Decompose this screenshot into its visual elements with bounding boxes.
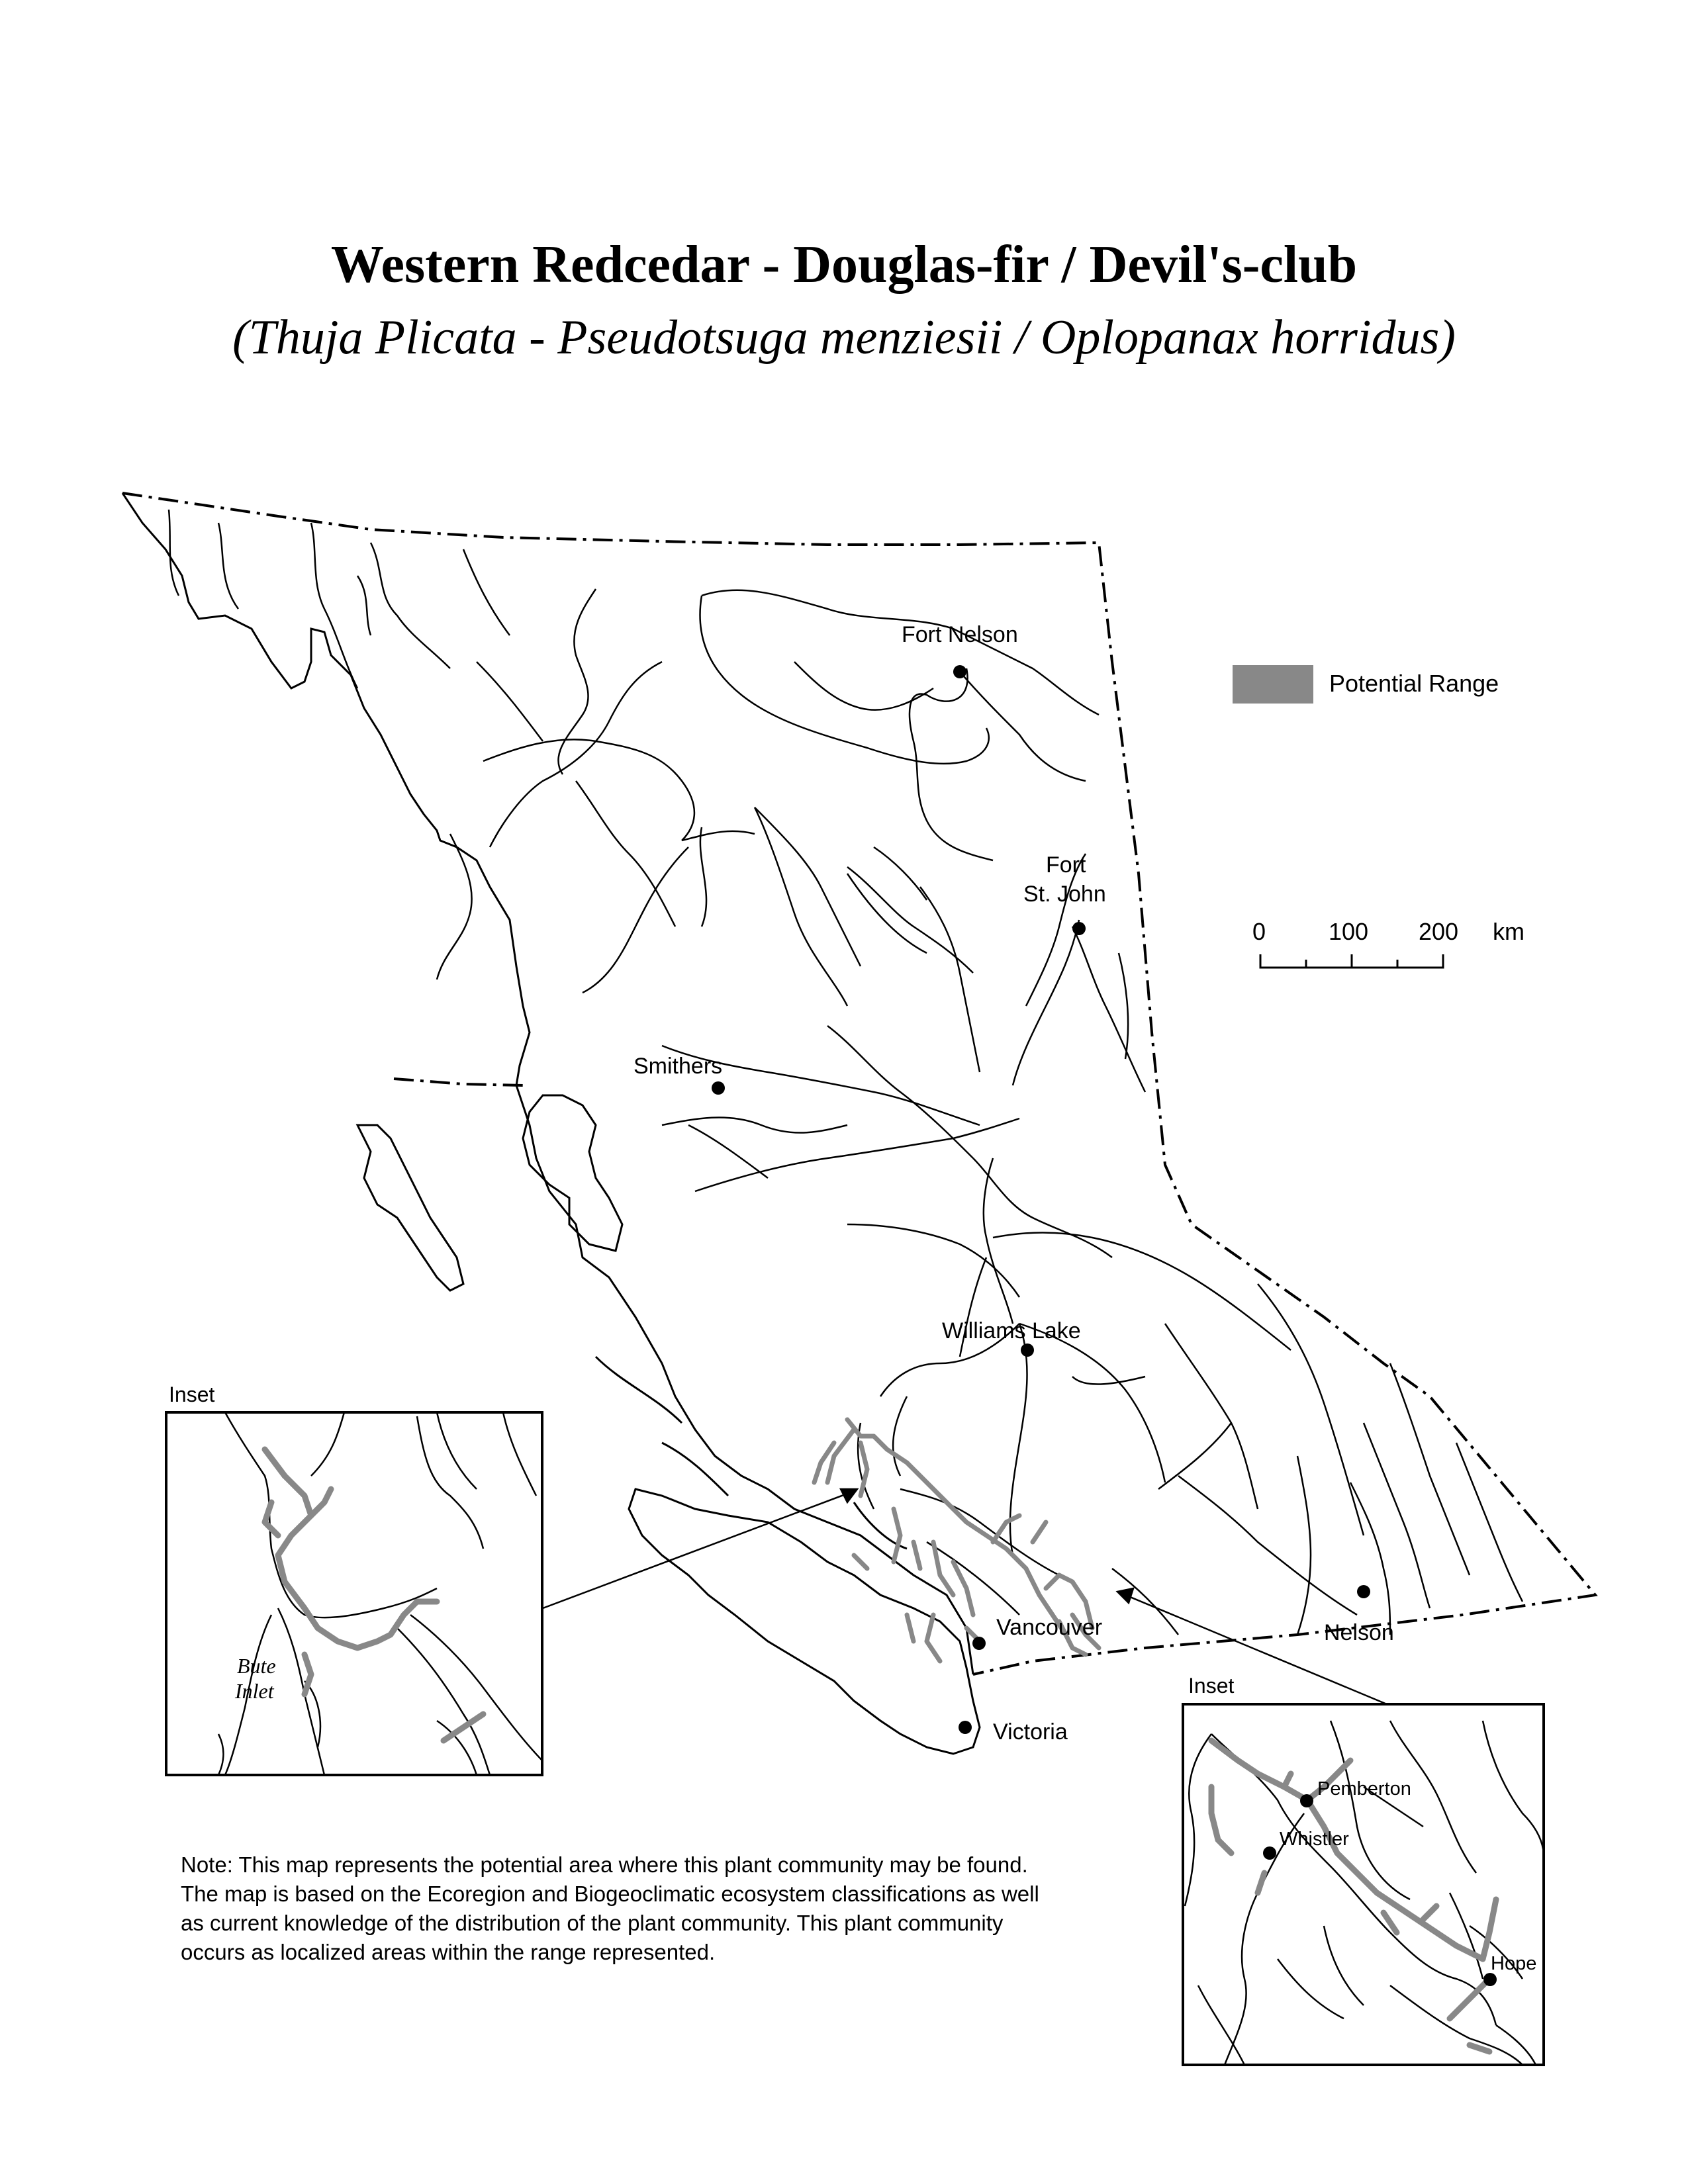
bute-inlet-label-2: Inlet	[235, 1679, 274, 1703]
vancouver-label: Vancouver	[996, 1615, 1103, 1640]
map-note	[181, 1850, 1160, 1967]
fort-st-john-label-2: St. John	[1023, 882, 1106, 907]
williams-lake-marker	[1021, 1343, 1034, 1357]
smithers-marker	[712, 1081, 725, 1095]
whistler-label: Whistler	[1280, 1829, 1349, 1850]
whistler-marker	[1263, 1846, 1276, 1860]
note-line-1: Note: This map represents the potential area where this plant community may be found.	[181, 1852, 1028, 1877]
map-subtitle: (Thuja Plicata - Pseudotsuga menziesii / Oplopanax horridus)	[232, 310, 1456, 365]
scale-bar	[1252, 918, 1524, 968]
scale-tick-0: 0	[1252, 918, 1266, 945]
scale-tick-100: 100	[1329, 918, 1369, 945]
legend-label: Potential Range	[1329, 670, 1499, 697]
nelson-marker	[1357, 1585, 1370, 1598]
inset-right	[1183, 1674, 1544, 2065]
scale-unit: km	[1493, 918, 1524, 945]
fort-nelson-label: Fort Nelson	[902, 622, 1018, 647]
legend	[1233, 665, 1499, 704]
inset-left	[166, 1383, 542, 1775]
pemberton-marker	[1300, 1794, 1313, 1807]
victoria-marker	[959, 1721, 972, 1734]
city-markers	[712, 665, 1370, 1734]
nelson-label: Nelson	[1324, 1620, 1394, 1645]
legend-swatch	[1233, 665, 1313, 704]
map-title: Western Redcedar - Douglas-fir / Devil's-club	[330, 236, 1358, 294]
fort-st-john-marker	[1072, 922, 1086, 935]
note-line-2: The map is based on the Ecoregion and Biogeoclimatic ecosystem classifications as well	[181, 1882, 1039, 1906]
scale-tick-200: 200	[1419, 918, 1459, 945]
note-line-3: as current knowledge of the distribution of the plant community. This plant community	[181, 1911, 1004, 1935]
williams-lake-label: Williams Lake	[942, 1318, 1081, 1343]
victoria-label: Victoria	[993, 1719, 1068, 1745]
vancouver-marker	[972, 1637, 986, 1650]
smithers-label: Smithers	[633, 1054, 723, 1079]
pemberton-label: Pemberton	[1317, 1778, 1411, 1799]
fort-st-john-label-1: Fort	[1046, 852, 1086, 878]
inset-left-frame	[166, 1412, 542, 1775]
hope-label: Hope	[1491, 1953, 1537, 1974]
inset-left-heading: Inset	[169, 1383, 215, 1406]
hope-marker	[1483, 1973, 1497, 1986]
inset-right-heading: Inset	[1188, 1674, 1235, 1698]
note-line-4: occurs as localized areas within the range represented.	[181, 1940, 716, 1964]
bute-inlet-label-1: Bute	[237, 1654, 276, 1678]
fort-nelson-marker	[953, 665, 966, 678]
